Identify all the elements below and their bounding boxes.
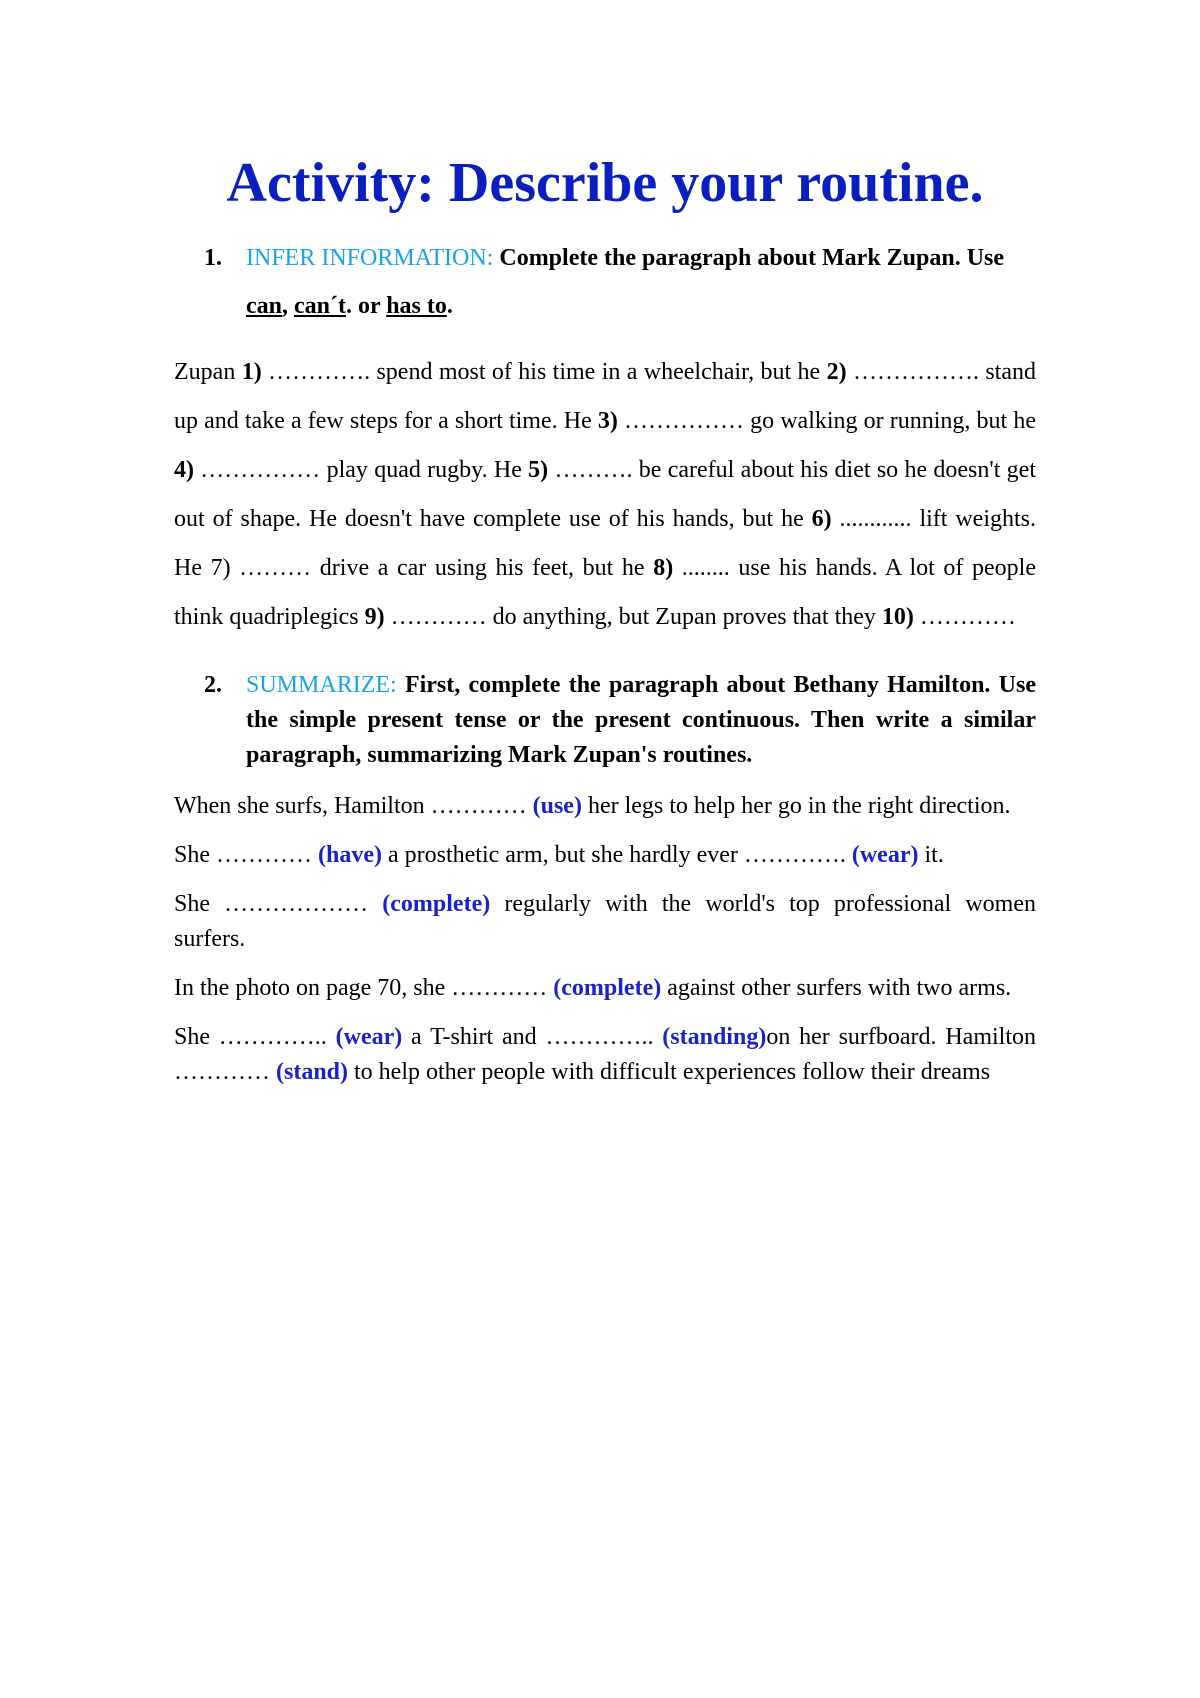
paragraph-text: Zupan	[174, 359, 242, 385]
option-cant: can´t	[294, 293, 346, 319]
blank-number: 1)	[241, 359, 262, 385]
paragraph-text: ............ lift weights. He 7) ……… drive a car using his feet, but he	[174, 506, 1036, 581]
sentence-text: it.	[918, 842, 944, 868]
paragraph-text: ……………. stand up and take a few steps for a short time. He	[174, 359, 1037, 434]
sentence-text: on her surfboard. Hamilton …………	[174, 1024, 1037, 1085]
hamilton-sentence-3	[174, 887, 1036, 957]
paragraph-text: ………. be careful about his diet so he doesn't get out of shape. He doesn't have complete use of his hands, but he	[174, 457, 1037, 532]
paragraph-text: …………	[913, 604, 1016, 630]
hamilton-sentence-1	[174, 789, 1036, 824]
task-1-text: Complete the paragraph about Mark Zupan. Use	[493, 245, 1005, 271]
zupan-paragraph	[174, 348, 1036, 642]
paragraph-text: ........ use his hands. A lot of people think quadriplegics	[174, 555, 1036, 630]
task-2-label: SUMMARIZE:	[246, 672, 397, 698]
task-2-text: First, complete the paragraph about Bethany Hamilton. Use the simple present tense or the present continuous. Then write a similar paragraph, summarizing Mark Zupan's routines.	[246, 672, 1036, 768]
paragraph-text: ………… do anything, but Zupan proves that they	[384, 604, 882, 630]
verb-prompt: (wear)	[851, 842, 919, 868]
sentence-text: She …………	[174, 842, 318, 868]
verb-prompt: (complete)	[553, 975, 662, 1001]
sentence-text: a T-shirt and …………..	[402, 1024, 663, 1050]
sentence-text: against other surfers with two arms.	[661, 975, 1012, 1001]
sentence-text: She ………………	[174, 891, 383, 917]
sentence-text: her legs to help her go in the right direction.	[581, 793, 1011, 819]
sentence-text: In the photo on page 70, she …………	[174, 975, 554, 1001]
blank-number: 2)	[826, 359, 847, 385]
page-title: Activity: Describe your routine.	[226, 152, 984, 214]
blank-number: 4)	[174, 457, 194, 483]
separator: .	[446, 293, 453, 319]
verb-prompt: (complete)	[382, 891, 491, 917]
option-can: can	[246, 293, 282, 319]
verb-prompt: (stand)	[276, 1059, 349, 1085]
sentence-text: When she surfs, Hamilton …………	[174, 793, 533, 819]
blank-number: 8)	[653, 555, 674, 581]
task-1-label: INFER INFORMATION:	[246, 245, 494, 271]
blank-number: 5)	[528, 457, 549, 483]
worksheet-page	[174, 0, 1036, 1090]
blank-number: 6)	[811, 506, 832, 532]
hamilton-sentence-4	[174, 971, 1036, 1006]
verb-prompt: (use)	[532, 793, 582, 819]
hamilton-sentence-5	[174, 1020, 1036, 1090]
task-2-number: 2.	[204, 672, 222, 698]
blank-number: 3)	[597, 408, 618, 434]
paragraph-text: …………. spend most of his time in a wheelchair, but he	[261, 359, 827, 385]
hamilton-sentence-2	[174, 838, 1036, 873]
separator: ,	[282, 293, 294, 319]
paragraph-text: …………… go walking or running, but he	[617, 408, 1036, 434]
verb-prompt: (wear)	[335, 1024, 403, 1050]
task-1-instruction	[174, 234, 1036, 330]
separator: . or	[345, 293, 387, 319]
option-has-to: has to	[386, 293, 447, 319]
sentence-text: regularly with the world's top professional women surfers.	[174, 891, 1037, 952]
task-2-instruction	[174, 668, 1036, 773]
paragraph-text: …………… play quad rugby. He	[194, 457, 529, 483]
sentence-text: a prosthetic arm, but she hardly ever ………….	[381, 842, 852, 868]
verb-prompt: (standing)	[662, 1024, 767, 1050]
task-1-number: 1.	[204, 245, 222, 271]
blank-number: 10)	[881, 604, 914, 630]
blank-number: 9)	[364, 604, 385, 630]
sentence-text: She …………..	[174, 1024, 336, 1050]
verb-prompt: (have)	[318, 842, 382, 868]
sentence-text: to help other people with difficult experiences follow their dreams	[348, 1059, 991, 1085]
